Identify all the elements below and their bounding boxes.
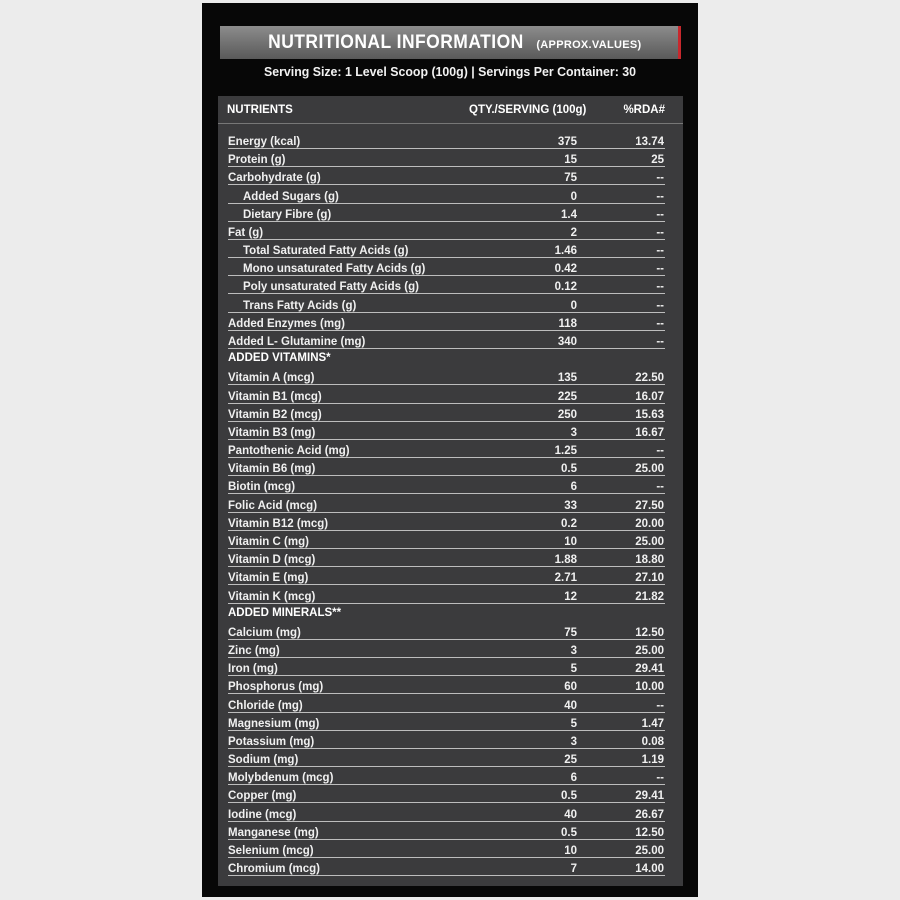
nutrient-qty: 118 — [553, 318, 577, 330]
leader-line — [228, 403, 583, 404]
leader-line — [228, 148, 583, 149]
nutrient-name: Copper (mg) — [228, 790, 301, 802]
leader-line — [583, 312, 665, 313]
table-row — [218, 571, 683, 589]
nutrient-qty: 10 — [559, 536, 577, 548]
nutrient-qty: 75 — [559, 627, 577, 639]
nutrient-name: Sodium (mg) — [228, 754, 303, 766]
leader-line — [583, 748, 665, 749]
nutrient-name: Manganese (mg) — [228, 827, 324, 839]
leader-line — [228, 330, 583, 331]
leader-line — [583, 603, 665, 604]
nutrient-name: Vitamin A (mcg) — [228, 372, 319, 384]
table-row — [218, 553, 683, 571]
nutrient-rda: 12.50 — [630, 827, 664, 839]
nutrient-qty: 2 — [566, 227, 577, 239]
leader-line — [583, 493, 665, 494]
leader-line — [228, 239, 583, 240]
nutrient-qty: 1.4 — [556, 209, 577, 221]
leader-line — [583, 675, 665, 676]
nutrient-qty: 5 — [566, 718, 577, 730]
nutrient-name: Carbohydrate (g) — [228, 172, 326, 184]
table-row — [218, 499, 683, 517]
nutrient-name: Zinc (mg) — [228, 645, 285, 657]
nutrient-qty: 0 — [566, 191, 577, 203]
section-heading-vitamins: ADDED VITAMINS* — [228, 352, 331, 365]
leader-line — [583, 403, 665, 404]
nutrient-rda: -- — [651, 300, 664, 312]
nutrient-qty: 6 — [566, 772, 577, 784]
nutrient-rda: 21.82 — [630, 591, 664, 603]
nutrient-rda: -- — [651, 245, 664, 257]
nutrient-qty: 250 — [553, 409, 577, 421]
leader-line — [228, 784, 583, 785]
leader-line — [583, 166, 665, 167]
nutrient-name: Fat (g) — [228, 227, 268, 239]
nutrient-qty: 2.71 — [550, 572, 577, 584]
nutrient-rda: 16.07 — [630, 391, 664, 403]
leader-line — [228, 348, 583, 349]
nutrient-rda: 27.10 — [630, 572, 664, 584]
leader-line — [228, 384, 583, 385]
nutrient-rda: -- — [651, 772, 664, 784]
nutrient-rda: 26.67 — [630, 809, 664, 821]
table-row — [218, 390, 683, 408]
nutrient-rda: -- — [651, 191, 664, 203]
leader-line — [583, 712, 665, 713]
table-row — [218, 226, 683, 244]
nutrient-rda: 14.00 — [630, 863, 664, 875]
leader-line — [228, 566, 583, 567]
table-row — [218, 808, 683, 826]
leader-line — [228, 421, 583, 422]
table-row — [218, 371, 683, 389]
leader-line — [583, 512, 665, 513]
nutrient-rda: -- — [651, 281, 664, 293]
nutrient-rda: -- — [651, 481, 664, 493]
leader-line — [583, 875, 665, 876]
leader-line — [228, 439, 583, 440]
nutrient-qty: 135 — [553, 372, 577, 384]
nutrient-qty: 60 — [559, 681, 577, 693]
leader-line — [228, 493, 583, 494]
table-row — [218, 208, 683, 226]
nutrient-qty: 340 — [553, 336, 577, 348]
leader-line — [583, 184, 665, 185]
nutrient-name: Vitamin B6 (mg) — [228, 463, 320, 475]
leader-line — [228, 875, 583, 876]
table-row — [218, 480, 683, 498]
nutrient-qty: 10 — [559, 845, 577, 857]
leader-line — [583, 693, 665, 694]
leader-line — [228, 257, 583, 258]
table-row — [218, 862, 683, 880]
nutrient-name: Total Saturated Fatty Acids (g) — [243, 245, 414, 257]
nutrient-rda: 12.50 — [630, 627, 664, 639]
nutrient-name: Vitamin D (mcg) — [228, 554, 320, 566]
leader-line — [583, 421, 665, 422]
table-row — [218, 335, 683, 353]
nutrient-rda: -- — [651, 318, 664, 330]
nutrient-rda: -- — [651, 336, 664, 348]
nutrient-qty: 0.2 — [556, 518, 577, 530]
leader-line — [583, 766, 665, 767]
table-row — [218, 662, 683, 680]
nutrient-name: Added Sugars (g) — [243, 191, 344, 203]
nutrient-name: Added Enzymes (mg) — [228, 318, 350, 330]
nutrient-rda: 18.80 — [630, 554, 664, 566]
table-row — [218, 699, 683, 717]
nutrient-name: Vitamin B1 (mcg) — [228, 391, 327, 403]
leader-line — [228, 675, 583, 676]
leader-line — [583, 384, 665, 385]
leader-line — [228, 475, 583, 476]
nutrient-qty: 0.42 — [550, 263, 577, 275]
nutrient-qty: 0.12 — [550, 281, 577, 293]
nutrient-name: Chloride (mg) — [228, 700, 308, 712]
leader-line — [228, 548, 583, 549]
nutrient-name: Magnesium (mg) — [228, 718, 324, 730]
table-row — [218, 299, 683, 317]
leader-line — [583, 802, 665, 803]
nutrient-rda: 20.00 — [630, 518, 664, 530]
leader-line — [228, 184, 583, 185]
nutrient-name: Poly unsaturated Fatty Acids (g) — [243, 281, 424, 293]
nutrient-qty: 12 — [559, 591, 577, 603]
leader-line — [583, 275, 665, 276]
leader-line — [583, 330, 665, 331]
nutrient-name: Molybdenum (mcg) — [228, 772, 338, 784]
nutrient-qty: 375 — [553, 136, 577, 148]
leader-line — [583, 239, 665, 240]
leader-line — [583, 839, 665, 840]
leader-line — [228, 639, 583, 640]
table-row — [218, 771, 683, 789]
nutrient-rda: 1.19 — [637, 754, 664, 766]
nutrient-name: Vitamin E (mg) — [228, 572, 313, 584]
table-row — [218, 789, 683, 807]
table-row — [218, 680, 683, 698]
leader-line — [228, 748, 583, 749]
nutrient-name: Vitamin B3 (mg) — [228, 427, 320, 439]
nutrient-rda: -- — [651, 263, 664, 275]
leader-line — [228, 712, 583, 713]
leader-line — [228, 766, 583, 767]
header-nutrients: NUTRIENTS — [227, 104, 293, 116]
header-qty: QTY./SERVING (100g) — [469, 104, 587, 116]
nutrient-qty: 1.46 — [550, 245, 577, 257]
leader-line — [228, 657, 583, 658]
nutrient-rda: 15.63 — [630, 409, 664, 421]
table-row — [218, 753, 683, 771]
nutrient-rda: -- — [651, 172, 664, 184]
nutrient-rda: 25.00 — [630, 536, 664, 548]
leader-line — [583, 257, 665, 258]
leader-line — [228, 203, 583, 204]
nutrient-qty: 33 — [559, 500, 577, 512]
nutrient-qty: 0.5 — [556, 790, 577, 802]
nutrient-name: Protein (g) — [228, 154, 291, 166]
table-row — [218, 644, 683, 662]
title-subtitle: (APPROX.VALUES) — [536, 39, 642, 51]
nutrient-qty: 25 — [559, 754, 577, 766]
page-title: NUTRITIONAL INFORMATION — [267, 31, 524, 53]
leader-line — [583, 730, 665, 731]
nutrient-qty: 3 — [566, 427, 577, 439]
table-row — [218, 317, 683, 335]
table-row — [218, 844, 683, 862]
table-row — [218, 626, 683, 644]
nutrient-qty: 1.25 — [550, 445, 577, 457]
title-bar — [220, 26, 681, 59]
table-row — [218, 517, 683, 535]
nutrient-name: Calcium (mg) — [228, 627, 306, 639]
leader-line — [228, 730, 583, 731]
leader-line — [228, 512, 583, 513]
nutrient-rda: 16.67 — [630, 427, 664, 439]
nutrient-qty: 0.5 — [556, 827, 577, 839]
table-row — [218, 153, 683, 171]
table-row — [218, 735, 683, 753]
nutrient-name: Iron (mg) — [228, 663, 283, 675]
nutrient-rda: 27.50 — [630, 500, 664, 512]
nutrient-rda: 25 — [646, 154, 664, 166]
leader-line — [228, 530, 583, 531]
leader-line — [583, 203, 665, 204]
leader-line — [228, 293, 583, 294]
nutrient-rda: 0.08 — [637, 736, 664, 748]
nutrient-rda: 29.41 — [630, 663, 664, 675]
nutrient-name: Chromium (mcg) — [228, 863, 325, 875]
nutrient-name: Energy (kcal) — [228, 136, 305, 148]
leader-line — [583, 475, 665, 476]
leader-line — [583, 657, 665, 658]
nutrient-qty: 3 — [566, 645, 577, 657]
table-row — [218, 426, 683, 444]
nutrient-name: Trans Fatty Acids (g) — [243, 300, 361, 312]
leader-line — [583, 784, 665, 785]
nutrient-name: Selenium (mcg) — [228, 845, 319, 857]
leader-line — [228, 457, 583, 458]
nutrient-qty: 40 — [559, 809, 577, 821]
leader-line — [228, 166, 583, 167]
leader-line — [583, 584, 665, 585]
nutrient-name: Pantothenic Acid (mg) — [228, 445, 355, 457]
table-row — [218, 190, 683, 208]
nutrient-qty: 6 — [566, 481, 577, 493]
leader-line — [583, 148, 665, 149]
nutrient-qty: 225 — [553, 391, 577, 403]
nutrient-qty: 15 — [559, 154, 577, 166]
nutrient-rda: 29.41 — [630, 790, 664, 802]
leader-line — [228, 275, 583, 276]
nutrient-qty: 1.88 — [550, 554, 577, 566]
table-row — [218, 717, 683, 735]
nutrient-rda: 25.00 — [630, 645, 664, 657]
header-rda: %RDA# — [623, 104, 665, 116]
leader-line — [583, 457, 665, 458]
table-row — [218, 826, 683, 844]
table-row — [218, 262, 683, 280]
nutrient-rda: -- — [651, 209, 664, 221]
section-heading-minerals: ADDED MINERALS** — [228, 606, 342, 619]
nutrient-name: Added L- Glutamine (mg) — [228, 336, 370, 348]
leader-line — [228, 603, 583, 604]
nutrient-name: Vitamin K (mcg) — [228, 591, 320, 603]
leader-line — [228, 821, 583, 822]
leader-line — [583, 293, 665, 294]
nutrient-rda: -- — [651, 227, 664, 239]
serving-info: Serving Size: 1 Level Scoop (100g) | Servings Per Container: 30 — [263, 64, 637, 79]
leader-line — [228, 693, 583, 694]
nutrient-qty: 3 — [566, 736, 577, 748]
leader-line — [583, 821, 665, 822]
table-row — [218, 171, 683, 189]
nutrient-rda: 13.74 — [630, 136, 664, 148]
nutrient-name: Phosphorus (mg) — [228, 681, 328, 693]
leader-line — [228, 584, 583, 585]
nutrient-name: Iodine (mcg) — [228, 809, 301, 821]
nutrient-name: Folic Acid (mcg) — [228, 500, 322, 512]
table-row — [218, 244, 683, 262]
nutrient-qty: 75 — [559, 172, 577, 184]
leader-line — [583, 439, 665, 440]
leader-line — [228, 839, 583, 840]
nutrient-name: Vitamin B12 (mcg) — [228, 518, 333, 530]
nutrient-qty: 0.5 — [556, 463, 577, 475]
leader-line — [583, 566, 665, 567]
nutrient-name: Vitamin C (mg) — [228, 536, 314, 548]
nutrient-qty: 7 — [566, 863, 577, 875]
nutrient-rda: 25.00 — [630, 463, 664, 475]
nutrition-table — [218, 96, 683, 886]
leader-line — [583, 221, 665, 222]
table-row — [218, 462, 683, 480]
nutrient-rda: -- — [651, 445, 664, 457]
nutrient-name: Dietary Fibre (g) — [243, 209, 336, 221]
nutrient-rda: 1.47 — [637, 718, 664, 730]
table-row — [218, 280, 683, 298]
nutrient-qty: 5 — [566, 663, 577, 675]
nutrient-name: Vitamin B2 (mcg) — [228, 409, 327, 421]
nutrient-name: Potassium (mg) — [228, 736, 319, 748]
leader-line — [583, 857, 665, 858]
table-row — [218, 444, 683, 462]
leader-line — [228, 312, 583, 313]
nutrient-qty: 0 — [566, 300, 577, 312]
leader-line — [228, 857, 583, 858]
nutrient-rda: -- — [651, 700, 664, 712]
table-row — [218, 590, 683, 608]
table-row — [218, 535, 683, 553]
nutrient-rda: 10.00 — [630, 681, 664, 693]
nutrient-rda: 25.00 — [630, 845, 664, 857]
table-row — [218, 408, 683, 426]
leader-line — [583, 348, 665, 349]
leader-line — [583, 530, 665, 531]
nutrient-qty: 40 — [559, 700, 577, 712]
table-row — [218, 135, 683, 153]
leader-line — [583, 639, 665, 640]
leader-line — [228, 221, 583, 222]
nutrient-name: Biotin (mcg) — [228, 481, 300, 493]
leader-line — [583, 548, 665, 549]
leader-line — [228, 802, 583, 803]
nutrition-panel — [202, 3, 698, 897]
table-header — [218, 96, 683, 124]
nutrient-rda: 22.50 — [630, 372, 664, 384]
nutrient-name: Mono unsaturated Fatty Acids (g) — [243, 263, 430, 275]
